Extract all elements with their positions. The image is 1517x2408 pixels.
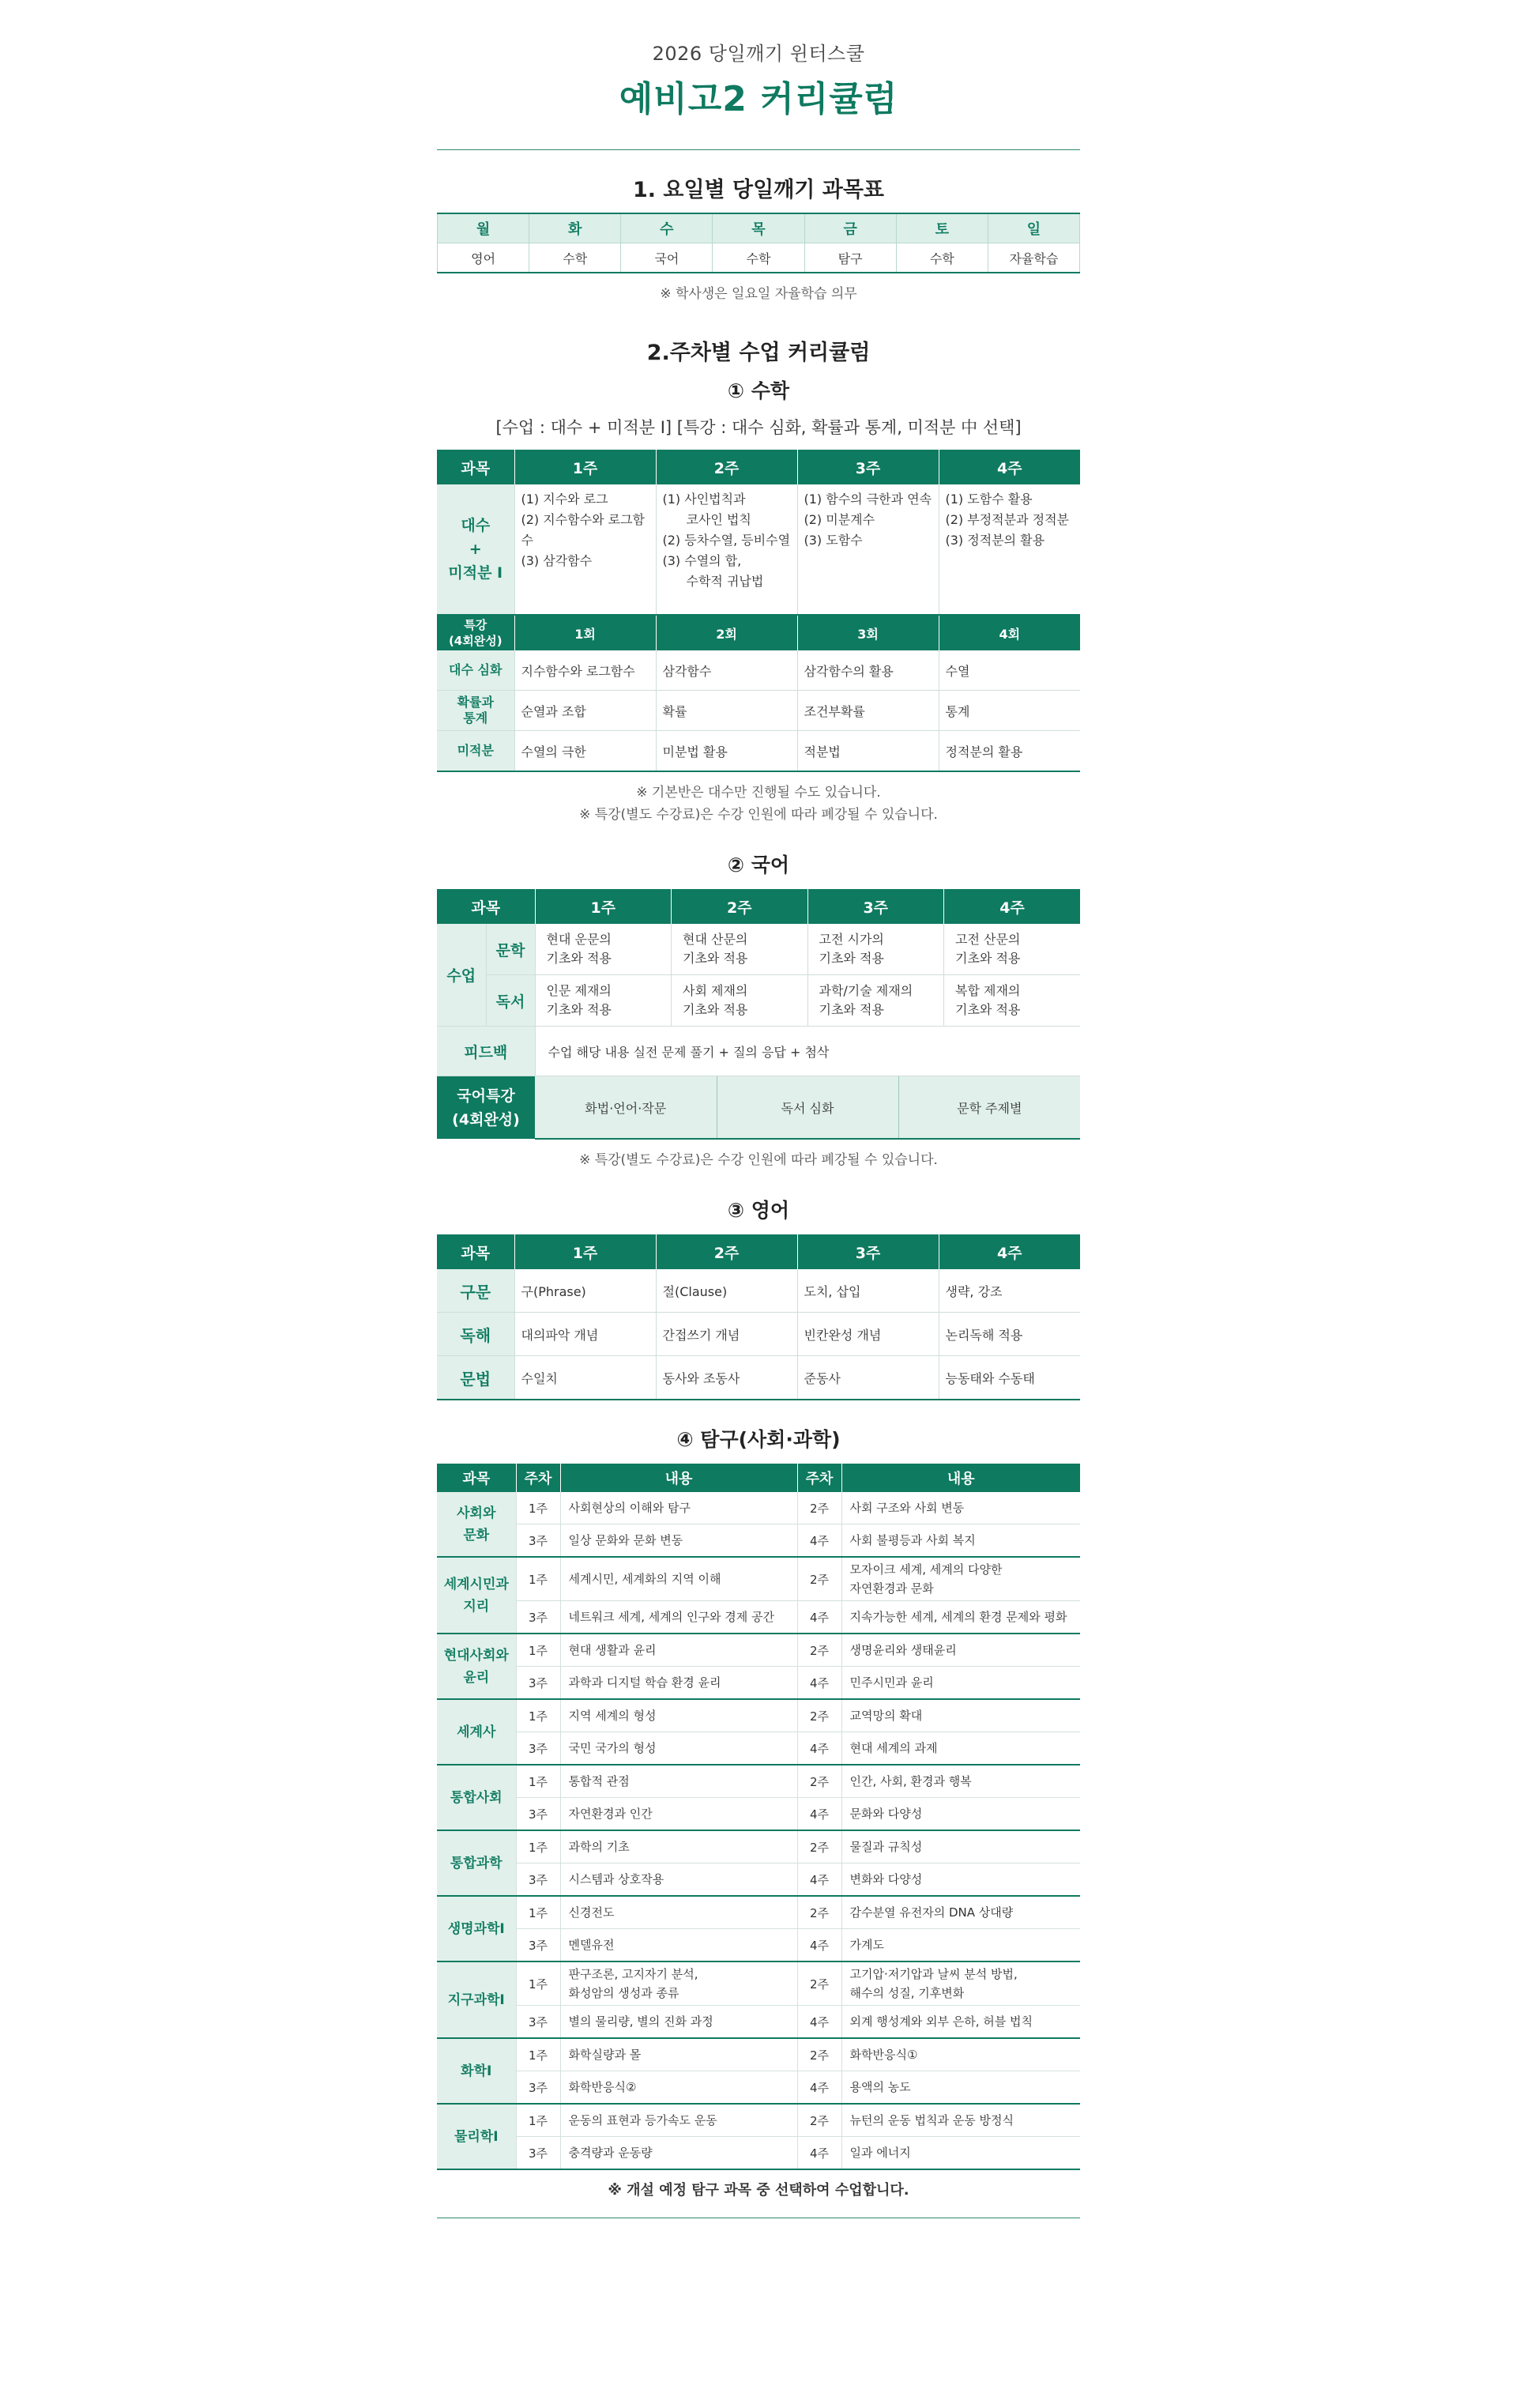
inquiry-subject-label: [437, 1557, 516, 1634]
inquiry-row: [437, 1699, 1080, 1732]
subject-line: 대수: [461, 517, 491, 534]
inquiry-week-cell: 3주: [516, 1798, 560, 1831]
day-subject: 수학: [529, 243, 621, 273]
topic-line: (1) 도함수 활용: [945, 492, 1033, 507]
subject-line: 지구과학Ⅰ: [447, 1992, 505, 2008]
topic-line: 사회 제재의: [683, 983, 748, 998]
inquiry-note: ※ 개설 예정 탐구 과목 중 선택하여 수업합니다.: [608, 2182, 909, 2199]
inquiry-subject-label: [437, 2038, 516, 2104]
english-topic-cell: 절(Clause): [656, 1269, 797, 1313]
topic-line: 기초와 적용: [683, 951, 748, 966]
inquiry-content-cell: 지역 세계의 형성: [560, 1699, 797, 1732]
inquiry-week-cell: 2주: [797, 1961, 841, 2006]
inquiry-content-cell: 용액의 농도: [841, 2071, 1080, 2105]
math-week-cell: [939, 484, 1080, 615]
inquiry-col-header: 주차: [516, 1464, 560, 1492]
inquiry-subject-label: [437, 1896, 516, 1961]
day-header: 토: [896, 213, 988, 243]
special-topic-cell: 미분법 활용: [656, 731, 797, 772]
topic-line: (1) 지수와 로그: [521, 492, 608, 507]
math-col-header: 3주: [797, 450, 939, 484]
inquiry-week-cell: 4주: [797, 1929, 841, 1962]
english-topic-cell: 능동태와 수동태: [939, 1356, 1080, 1400]
english-topic-cell: 간접쓰기 개념: [656, 1313, 797, 1356]
inquiry-content-cell: 시스템과 상호작용: [560, 1863, 797, 1897]
topic-line: (3) 도함수: [804, 533, 863, 548]
inquiry-content-cell: 뉴턴의 운동 법칙과 운동 방정식: [841, 2104, 1080, 2137]
page-subtitle: 2026 당일깨기 윈터스쿨: [652, 43, 865, 65]
korean-special-label: [437, 1076, 535, 1140]
topic-line: 복합 제재의: [955, 983, 1021, 998]
korean-col-header: 과목: [437, 889, 535, 924]
korean-class-row: [437, 975, 1080, 1027]
english-topic-cell: 도치, 삽입: [797, 1269, 939, 1313]
inquiry-content-cell: 사회 구조와 사회 변동: [841, 1492, 1080, 1524]
topic-line: (2) 미분계수: [804, 512, 875, 527]
subject-line: 통합사회: [450, 1789, 503, 1806]
english-topic-cell: 준동사: [797, 1356, 939, 1400]
day-header: 목: [713, 213, 804, 243]
inquiry-row: [437, 1765, 1080, 1798]
subject-line: 생명과학Ⅰ: [447, 1920, 505, 1937]
content-line: 해수의 성질, 기후변화: [849, 1986, 965, 2000]
topic-line: 기초와 적용: [546, 1002, 612, 1017]
inquiry-week-cell: 1주: [516, 1557, 560, 1601]
inquiry-row: [437, 2038, 1080, 2071]
math-table: [437, 450, 1080, 772]
inquiry-week-cell: 4주: [797, 2071, 841, 2105]
inquiry-content-cell: 과학의 기초: [560, 1830, 797, 1863]
special-topic-cell: 지수함수와 로그함수: [514, 650, 656, 691]
math-week-cell: [797, 484, 939, 615]
inquiry-row: [437, 1929, 1080, 1962]
math-title: ① 수학: [727, 379, 790, 402]
inquiry-row: [437, 1961, 1080, 2006]
inquiry-content-cell: 국민 국가의 형성: [560, 1732, 797, 1765]
english-topic-cell: 논리독해 적용: [939, 1313, 1080, 1356]
subject-line: 미적분 Ⅰ: [448, 564, 503, 582]
inquiry-content-cell: 화학실량과 몰: [560, 2038, 797, 2071]
inquiry-row: [437, 1896, 1080, 1929]
inquiry-row: [437, 1732, 1080, 1765]
korean-topic-cell: [672, 924, 808, 975]
inquiry-row: [437, 2006, 1080, 2039]
korean-special-inner-row: [535, 1076, 1080, 1138]
special-topic-cell: 적분법: [797, 731, 939, 772]
content-line: 화성암의 생성과 종류: [568, 1986, 679, 2000]
inquiry-content-cell: 화학반응식②: [560, 2071, 797, 2105]
topic-line: 수학적 귀납법: [686, 574, 764, 589]
inquiry-col-header: 내용: [841, 1464, 1080, 1492]
korean-area-label: 문학: [486, 924, 535, 975]
inquiry-week-cell: 1주: [516, 2038, 560, 2071]
inquiry-week-cell: 1주: [516, 1896, 560, 1929]
inquiry-col-header: 내용: [560, 1464, 797, 1492]
special-label-line: 국어특강: [457, 1087, 515, 1105]
korean-topic-cell: [807, 975, 944, 1027]
topic-line: 기초와 적용: [819, 1002, 884, 1017]
topic-line: 기초와 적용: [819, 951, 884, 966]
english-topic-cell: 생략, 강조: [939, 1269, 1080, 1313]
special-topic-cell: 조건부확률: [797, 691, 939, 731]
topic-line: 현대 운문의: [546, 932, 612, 947]
english-col-header: 2주: [656, 1234, 797, 1269]
inquiry-week-cell: 3주: [516, 1863, 560, 1897]
inquiry-content-cell: [560, 1961, 797, 2006]
inquiry-row: [437, 1557, 1080, 1601]
inquiry-row: [437, 1863, 1080, 1897]
special-label-line: 특강: [464, 618, 487, 632]
math-col-header: 2주: [656, 450, 797, 484]
topic-line: 기초와 적용: [546, 951, 612, 966]
topic-line: (3) 삼각함수: [521, 553, 593, 568]
inquiry-content-cell: 멘델유전: [560, 1929, 797, 1962]
special-topic-cell: 순열과 조합: [514, 691, 656, 731]
special-lecture-label: [437, 615, 514, 650]
math-special-row: [437, 691, 1080, 731]
inquiry-content-cell: 통합적 관점: [560, 1765, 797, 1798]
topic-line: 코사인 법칙: [686, 512, 751, 527]
inquiry-week-cell: 1주: [516, 1765, 560, 1798]
math-note-line: ※ 특강(별도 수강료)은 수강 인원에 따라 폐강될 수 있습니다.: [579, 807, 938, 823]
day-subject: 탐구: [804, 243, 896, 273]
special-subject-line: 통계: [463, 710, 488, 725]
subject-line: 윤리: [463, 1669, 490, 1686]
day-header: 수: [621, 213, 713, 243]
inquiry-row: [437, 2137, 1080, 2170]
inquiry-content-cell: 화학반응식①: [841, 2038, 1080, 2071]
inquiry-content-cell: 일과 에너지: [841, 2137, 1080, 2170]
special-topic-cell: 확률: [656, 691, 797, 731]
inquiry-week-cell: 1주: [516, 1699, 560, 1732]
inquiry-week-cell: 4주: [797, 2137, 841, 2170]
inquiry-table: [437, 1464, 1080, 2170]
subject-line: 화학Ⅰ: [461, 2063, 492, 2079]
english-area-label: 문법: [437, 1356, 514, 1400]
topic-line: 기초와 적용: [955, 951, 1021, 966]
content-line: 자연환경과 문화: [849, 1581, 934, 1596]
inquiry-subject-label: [437, 1492, 516, 1557]
inquiry-week-cell: 2주: [797, 1699, 841, 1732]
inquiry-week-cell: 3주: [516, 1929, 560, 1962]
inquiry-subject-label: [437, 2104, 516, 2169]
inquiry-week-cell: 3주: [516, 2006, 560, 2039]
special-session-header: 3회: [797, 615, 939, 650]
top-divider: [437, 149, 1080, 150]
content-line: 고기압·저기압과 날씨 분석 방법,: [849, 1967, 1018, 1981]
inquiry-content-cell: 외계 행성계와 외부 은하, 허블 법칙: [841, 2006, 1080, 2039]
subject-line: 세계시민과: [443, 1576, 509, 1592]
inquiry-week-cell: 3주: [516, 2137, 560, 2170]
inquiry-content-cell: 현대 세계의 과제: [841, 1732, 1080, 1765]
schedule-note: ※ 학사생은 일요일 자율학습 의무: [660, 286, 857, 302]
topic-line: 인문 제재의: [546, 983, 612, 998]
special-session-header: 2회: [656, 615, 797, 650]
inquiry-content-cell: 교역망의 확대: [841, 1699, 1080, 1732]
content-line: 모자이크 세계, 세계의 다양한: [849, 1562, 1003, 1577]
inquiry-row: [437, 1667, 1080, 1700]
day-subject: 자율학습: [988, 243, 1079, 273]
korean-title: ② 국어: [727, 854, 790, 876]
inquiry-week-cell: 2주: [797, 1634, 841, 1667]
inquiry-content-cell: 네트워크 세계, 세계의 인구와 경제 공간: [560, 1601, 797, 1634]
english-col-header: 4주: [939, 1234, 1080, 1269]
english-row: [437, 1313, 1080, 1356]
inquiry-content-cell: [841, 1961, 1080, 2006]
math-special-row: [437, 650, 1080, 691]
special-subject-line: 확률과: [457, 695, 494, 710]
subject-line: 물리학Ⅰ: [454, 2128, 499, 2145]
inquiry-content-cell: 문화와 다양성: [841, 1798, 1080, 1831]
inquiry-week-cell: 2주: [797, 2104, 841, 2137]
inquiry-row: [437, 2104, 1080, 2137]
inquiry-content-cell: 민주시민과 윤리: [841, 1667, 1080, 1700]
special-subject-label: [437, 731, 514, 772]
inquiry-content-cell: 충격량과 운동량: [560, 2137, 797, 2170]
topic-line: 기초와 적용: [955, 1002, 1021, 1017]
english-topic-cell: 빈칸완성 개념: [797, 1313, 939, 1356]
inquiry-week-cell: 3주: [516, 2071, 560, 2105]
korean-area-label: 독서: [486, 975, 535, 1027]
korean-col-header: 3주: [807, 889, 944, 924]
inquiry-week-cell: 4주: [797, 2006, 841, 2039]
math-col-header: 1주: [514, 450, 656, 484]
korean-col-header: 2주: [672, 889, 808, 924]
feedback-label: 피드백: [437, 1027, 535, 1076]
korean-feedback-row: [437, 1027, 1080, 1076]
inquiry-content-cell: 생명윤리와 생태윤리: [841, 1634, 1080, 1667]
day-header: 일: [988, 213, 1079, 243]
curriculum-page: [437, 0, 1080, 2218]
inquiry-week-cell: 2주: [797, 1492, 841, 1524]
subject-line: 현대사회와: [443, 1647, 509, 1664]
special-subject-line: 대수 심화: [449, 662, 503, 677]
english-area-label: 구문: [437, 1269, 514, 1313]
english-col-header: 3주: [797, 1234, 939, 1269]
math-week-cell: [514, 484, 656, 615]
inquiry-content-cell: 가계도: [841, 1929, 1080, 1962]
inquiry-week-cell: 2주: [797, 1557, 841, 1601]
topic-line: 과학/기술 제재의: [819, 983, 913, 998]
inquiry-title: ④ 탐구(사회·과학): [676, 1428, 841, 1451]
korean-class-label: 수업: [437, 924, 486, 1027]
math-notes: [437, 782, 1080, 826]
topic-line: 기초와 적용: [683, 1002, 748, 1017]
korean-special-inner: [535, 1076, 1080, 1138]
day-subject: 국어: [621, 243, 713, 273]
inquiry-week-cell: 3주: [516, 1732, 560, 1765]
inquiry-week-cell: 1주: [516, 1634, 560, 1667]
inquiry-week-cell: 2주: [797, 2038, 841, 2071]
inquiry-content-cell: 신경전도: [560, 1896, 797, 1929]
inquiry-content-cell: 세계시민, 세계화의 지역 이해: [560, 1557, 797, 1601]
english-title: ③ 영어: [727, 1199, 790, 1222]
inquiry-row: [437, 1492, 1080, 1524]
inquiry-content-cell: 물질과 규칙성: [841, 1830, 1080, 1863]
korean-topic-cell: [672, 975, 808, 1027]
weekday-schedule-table: [437, 213, 1080, 273]
korean-table: [437, 889, 1080, 1140]
inquiry-week-cell: 4주: [797, 1798, 841, 1831]
inquiry-subject-label: [437, 1699, 516, 1765]
special-topic-cell: 통계: [939, 691, 1080, 731]
topic-line: (3) 수열의 합,: [662, 553, 742, 568]
korean-topic-cell: [535, 924, 672, 975]
inquiry-week-cell: 3주: [516, 1524, 560, 1558]
special-topic-cell: 삼각함수의 활용: [797, 650, 939, 691]
page-title: 예비고2 커리큘럼: [619, 79, 898, 119]
korean-class-row: [437, 924, 1080, 975]
inquiry-week-cell: 1주: [516, 1492, 560, 1524]
subject-line: 통합과학: [450, 1855, 503, 1871]
english-col-header: 1주: [514, 1234, 656, 1269]
subject-line: 세계사: [457, 1724, 496, 1740]
english-topic-cell: 동사와 조동사: [656, 1356, 797, 1400]
inquiry-content-cell: 운동의 표현과 등가속도 운동: [560, 2104, 797, 2137]
day-subject: 수학: [713, 243, 804, 273]
topic-line: 현대 산문의: [683, 932, 748, 947]
inquiry-subject-label: [437, 1634, 516, 1699]
inquiry-content-cell: 현대 생활과 윤리: [560, 1634, 797, 1667]
korean-special-cell: 화법·언어·작문: [585, 1100, 667, 1116]
inquiry-week-cell: 2주: [797, 1830, 841, 1863]
special-topic-cell: 삼각함수: [656, 650, 797, 691]
english-row: [437, 1356, 1080, 1400]
day-header: 금: [804, 213, 896, 243]
inquiry-week-cell: 1주: [516, 2104, 560, 2137]
special-topic-cell: 수열의 극한: [514, 731, 656, 772]
topic-line: (1) 함수의 극한과 연속: [804, 492, 932, 507]
korean-special-row: [437, 1076, 1080, 1140]
special-label-line: (4회완성): [448, 634, 503, 648]
inquiry-content-cell: 지속가능한 세계, 세계의 환경 문제와 평화: [841, 1601, 1080, 1634]
korean-col-header: 4주: [944, 889, 1081, 924]
inquiry-content-cell: 별의 물리량, 별의 진화 과정: [560, 2006, 797, 2039]
topic-line: (1) 사인법칙과: [662, 492, 746, 507]
korean-topic-cell: [944, 975, 1081, 1027]
inquiry-week-cell: 3주: [516, 1601, 560, 1634]
inquiry-week-cell: 1주: [516, 1830, 560, 1863]
inquiry-content-cell: 과학과 디지털 학습 환경 윤리: [560, 1667, 797, 1700]
inquiry-row: [437, 1601, 1080, 1634]
english-col-header: 과목: [437, 1234, 514, 1269]
subject-line: 지리: [463, 1598, 490, 1615]
special-topic-cell: 정적분의 활용: [939, 731, 1080, 772]
topic-line: (2) 부정적분과 정적분: [945, 512, 1069, 527]
day-header: 화: [529, 213, 621, 243]
inquiry-row: [437, 1798, 1080, 1831]
korean-topic-cell: [807, 924, 944, 975]
inquiry-content-cell: [841, 1557, 1080, 1601]
korean-col-header: 1주: [535, 889, 672, 924]
special-topic-cell: 수열: [939, 650, 1080, 691]
topic-line: 고전 시가의: [819, 932, 884, 947]
subject-line: +: [469, 541, 482, 558]
topic-line: 고전 산문의: [955, 932, 1021, 947]
inquiry-row: [437, 1830, 1080, 1863]
korean-special-cells: [535, 1076, 1080, 1140]
inquiry-content-cell: 사회현상의 이해와 탐구: [560, 1492, 797, 1524]
feedback-text: 수업 해당 내용 실전 문제 풀기 + 질의 응답 + 첨삭: [535, 1027, 1080, 1076]
inquiry-week-cell: 4주: [797, 1601, 841, 1634]
english-row: [437, 1269, 1080, 1313]
korean-special-cell: 문학 주제별: [898, 1076, 1080, 1138]
inquiry-subject-label: [437, 1765, 516, 1830]
english-table: [437, 1234, 1080, 1400]
inquiry-content-cell: 사회 불평등과 사회 복지: [841, 1524, 1080, 1558]
inquiry-week-cell: 1주: [516, 1961, 560, 2006]
inquiry-week-cell: 4주: [797, 1732, 841, 1765]
subject-line: 문화: [463, 1527, 490, 1543]
section-2-title: 2.주차별 수업 커리큘럼: [646, 341, 871, 365]
topic-line: (3) 정적분의 활용: [945, 533, 1045, 548]
special-label-line: (4회완성): [452, 1110, 520, 1129]
day-header: 월: [438, 213, 529, 243]
english-topic-cell: 구(Phrase): [514, 1269, 656, 1313]
inquiry-week-cell: 3주: [516, 1667, 560, 1700]
math-course-info: [수업 : 대수 + 미적분 Ⅰ] [특강 : 대수 심화, 확률과 통계, 미적분 中 선택]: [495, 418, 1022, 437]
inquiry-content-cell: 자연환경과 인간: [560, 1798, 797, 1831]
korean-topic-cell: [944, 924, 1081, 975]
inquiry-content-cell: 일상 문화와 문화 변동: [560, 1524, 797, 1558]
math-col-header: 과목: [437, 450, 514, 484]
special-subject-line: 미적분: [457, 743, 494, 758]
inquiry-week-cell: 2주: [797, 1765, 841, 1798]
inquiry-row: [437, 2071, 1080, 2105]
math-week-cell: [656, 484, 797, 615]
korean-special-cell: 독서 심화: [717, 1076, 898, 1138]
inquiry-col-header: 과목: [437, 1464, 516, 1492]
special-subject-label: [437, 691, 514, 731]
special-session-header: 4회: [939, 615, 1080, 650]
inquiry-content-cell: 변화와 다양성: [841, 1863, 1080, 1897]
korean-note: ※ 특강(별도 수강료)은 수강 인원에 따라 폐강될 수 있습니다.: [579, 1152, 938, 1168]
english-area-label: 독해: [437, 1313, 514, 1356]
topic-line: (2) 등차수열, 등비수열: [662, 533, 791, 548]
inquiry-week-cell: 4주: [797, 1524, 841, 1558]
inquiry-row: [437, 1524, 1080, 1558]
math-special-row: [437, 731, 1080, 772]
inquiry-week-cell: 4주: [797, 1863, 841, 1897]
inquiry-subject-label: [437, 1961, 516, 2038]
topic-line: (2) 지수함수와 로그함수: [521, 512, 645, 548]
special-subject-label: [437, 650, 514, 691]
korean-topic-cell: [535, 975, 672, 1027]
math-note-line: ※ 기본반은 대수만 진행될 수도 있습니다.: [636, 785, 881, 801]
inquiry-col-header: 주차: [797, 1464, 841, 1492]
inquiry-row: [437, 1634, 1080, 1667]
section-1-title: 1. 요일별 당일깨기 과목표: [632, 178, 885, 202]
inquiry-content-cell: 인간, 사회, 환경과 행복: [841, 1765, 1080, 1798]
inquiry-content-cell: 감수분열 유전자의 DNA 상대량: [841, 1896, 1080, 1929]
content-line: 판구조론, 고지자기 분석,: [568, 1967, 698, 1981]
english-topic-cell: 대의파악 개념: [514, 1313, 656, 1356]
day-subject: 영어: [438, 243, 529, 273]
math-subject-label: [437, 484, 514, 615]
inquiry-week-cell: 2주: [797, 1896, 841, 1929]
inquiry-week-cell: 4주: [797, 1667, 841, 1700]
subject-line: 사회와: [457, 1505, 496, 1521]
math-col-header: 4주: [939, 450, 1080, 484]
inquiry-subject-label: [437, 1830, 516, 1896]
english-topic-cell: 수일치: [514, 1356, 656, 1400]
day-subject: 수학: [896, 243, 988, 273]
special-session-header: 1회: [514, 615, 656, 650]
